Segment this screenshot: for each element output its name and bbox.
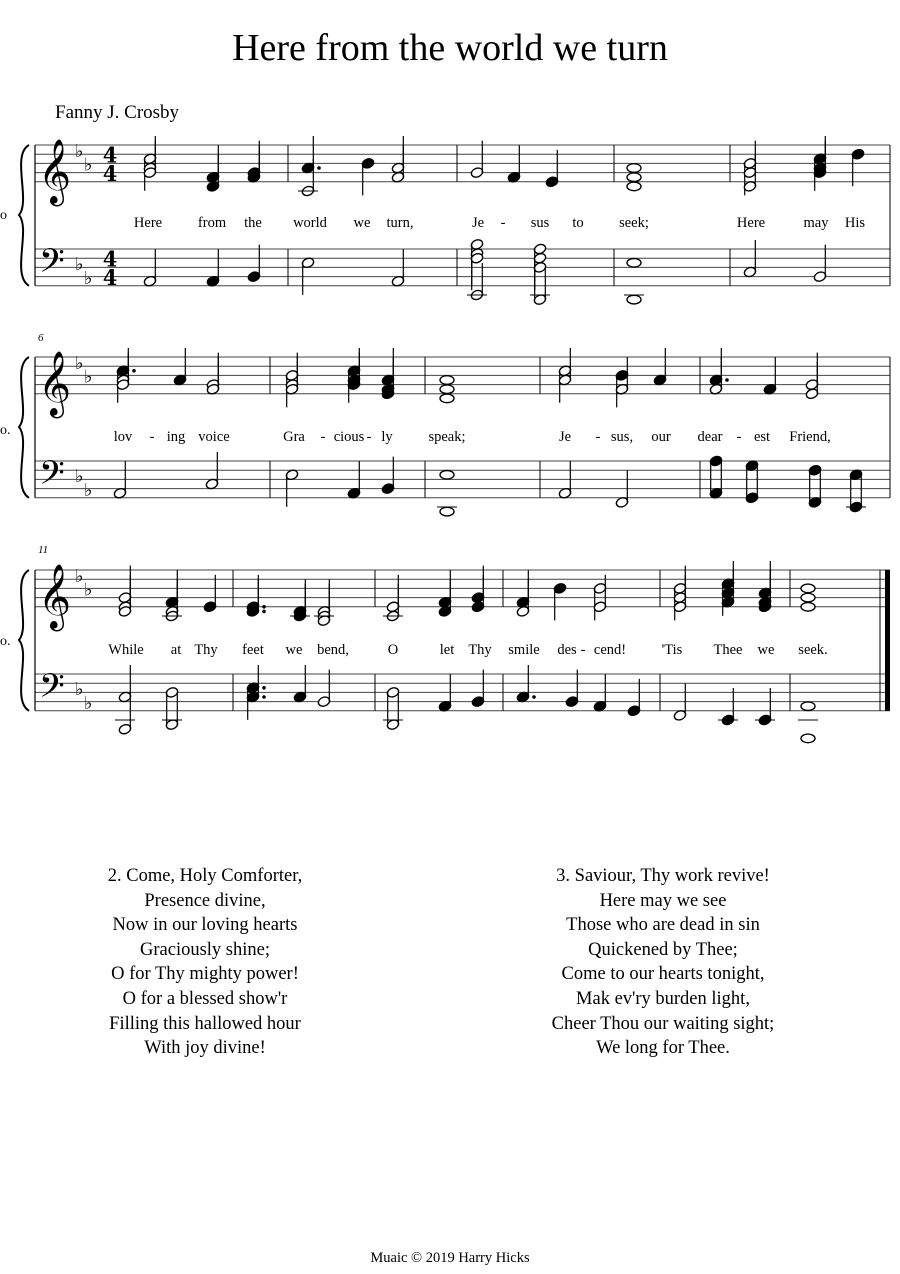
copyright-notice: Muaic © 2019 Harry Hicks [370,1250,530,1266]
verse-3-line: Mak ev'ry burden light, [576,988,750,1009]
flat-sign: ♭ [75,254,84,276]
flat-sign: ♭ [84,479,93,501]
verse-2-line: O for a blessed show'r [122,988,288,1009]
margin-mark-1: o [0,208,7,223]
lyric-syllable: Here [133,215,163,231]
whole-note [801,584,815,593]
lyric-syllable: feet [242,642,264,658]
lyric-syllable: - [366,429,372,445]
lyric-syllable: smile [508,642,540,658]
measure-number-6: 6 [38,332,44,344]
dot [262,686,266,690]
flat-sign: ♭ [84,579,93,601]
dot [262,695,266,699]
flat-sign: ♭ [75,140,84,162]
flat-sign: ♭ [75,352,84,374]
final-barline-thick [885,570,890,711]
whole-note [440,385,454,394]
lyric-syllable: - [500,215,506,231]
verse-3-line: Here may we see [599,890,727,911]
lyric-syllable: dear [697,429,723,445]
lyric-syllable: Je [558,429,572,445]
bass-clef: 𝄢 [39,242,65,289]
lyric-syllable: Thy [468,642,492,658]
lyric-syllable: Thee [713,642,743,658]
lyric-syllable: Gra [283,429,305,445]
lyric-syllable: we [353,215,371,231]
lyric-syllable: the [244,215,262,231]
lyric-syllable: 'Tis [661,642,683,658]
flat-sign: ♭ [75,565,84,587]
flat-sign: ♭ [84,267,93,289]
lyric-syllable: Thy [194,642,218,658]
lyric-syllable: cend! [593,642,627,658]
verse-2-line: Now in our loving hearts [112,915,298,936]
lyric-syllable: Friend, [789,429,831,445]
lyric-syllable: des [557,642,577,658]
lyric-syllable: sus, [610,429,634,445]
lyric-syllable: may [803,215,829,231]
lyric-syllable: let [439,642,455,658]
verse-3-line: Quickened by Thee; [588,939,738,960]
lyric-syllable: - [320,429,326,445]
lyric-syllable: ly [381,429,393,445]
flat-sign: ♭ [75,679,84,701]
lyric-syllable: at [170,642,182,658]
whole-note [627,173,641,182]
whole-note [801,593,815,602]
whole-note [801,702,815,711]
verse-2-line: O for Thy mighty power! [111,964,299,985]
lyric-syllable: ing [166,429,186,445]
measure-number-11: 11 [38,544,49,556]
verse-3-line: Those who are dead in sin [566,915,760,936]
lyric-syllable: Here [736,215,766,231]
dot [132,369,136,373]
flat-sign: ♭ [84,692,93,714]
lyric-syllable: bend, [317,642,349,658]
whole-note [627,295,641,304]
brace [19,145,29,286]
time-signature-bottom: 4 [102,264,118,290]
lyrics [108,215,865,658]
treble-clef: 𝄞 [38,350,72,416]
clefs-and-signatures [19,139,117,714]
time-signature-top: 4 [102,246,118,272]
lyric-syllable: voice [198,429,230,445]
flat-sign: ♭ [75,466,84,488]
dot [532,695,536,699]
margin-mark-2: o. [0,423,11,438]
lyric-syllable: our [651,429,671,445]
lyric-syllable: est [753,429,771,445]
flat-sign: ♭ [84,154,93,176]
lyric-syllable: His [844,215,866,231]
dot [317,166,321,170]
lyricist-credit: Fanny J. Crosby [55,102,180,123]
lyric-syllable: from [197,215,227,231]
bass-clef: 𝄢 [39,454,65,501]
verse-2-line: Presence divine, [144,890,266,911]
lyric-syllable: - [580,642,586,658]
verse-2-line: Filling this hallowed hour [109,1013,301,1034]
whole-note [627,259,641,268]
whole-note [801,603,815,612]
lyric-syllable: seek; [619,215,649,231]
whole-note [627,182,641,191]
whole-note [440,507,454,516]
lyric-syllable: we [757,642,775,658]
lyric-syllable: - [595,429,601,445]
verse-3-line: We long for Thee. [596,1038,730,1059]
whole-note [440,471,454,480]
song-title: Here from the world we turn [232,27,668,69]
dot [262,610,266,614]
whole-note [627,164,641,173]
lyric-syllable: seek. [798,642,828,658]
flat-sign: ♭ [84,366,93,388]
lyric-syllable: - [736,429,742,445]
lyric-syllable: cious [333,429,365,445]
verse-2-line: Graciously shine; [140,939,270,960]
treble-clef: 𝄞 [38,138,72,204]
time-signature-bottom: 4 [102,160,118,186]
whole-note [440,394,454,403]
lyric-syllable: lov [113,429,133,445]
brace [19,570,29,711]
brace [19,357,29,498]
lyric-syllable: we [285,642,303,658]
dot [725,378,729,382]
whole-note [440,376,454,385]
lyric-syllable: - [149,429,155,445]
verse-3-line: 3. Saviour, Thy work revive! [556,866,770,886]
dot [262,605,266,609]
verse-2 [40,864,370,1061]
lyric-syllable: speak; [428,429,466,445]
lyric-syllable: While [108,642,144,658]
whole-note [801,734,815,743]
time-signature-top: 4 [102,142,118,168]
bass-clef: 𝄢 [39,667,65,714]
lyric-syllable: to [572,215,584,231]
verse-2-line: 2. Come, Holy Comforter, [107,866,303,886]
verse-2-line: With joy divine! [144,1038,266,1059]
verse-3-line: Come to our hearts tonight, [561,964,765,985]
lyric-syllable: O [387,642,399,658]
lyric-syllable: turn, [386,215,414,231]
verse-3-line: Cheer Thou our waiting sight; [551,1013,775,1034]
verse-3 [498,864,828,1061]
lyric-syllable: Je [471,215,485,231]
margin-mark-3: o. [0,634,11,649]
treble-clef: 𝄞 [38,563,72,629]
lyric-syllable: world [293,215,327,231]
lyric-syllable: sus [530,215,550,231]
